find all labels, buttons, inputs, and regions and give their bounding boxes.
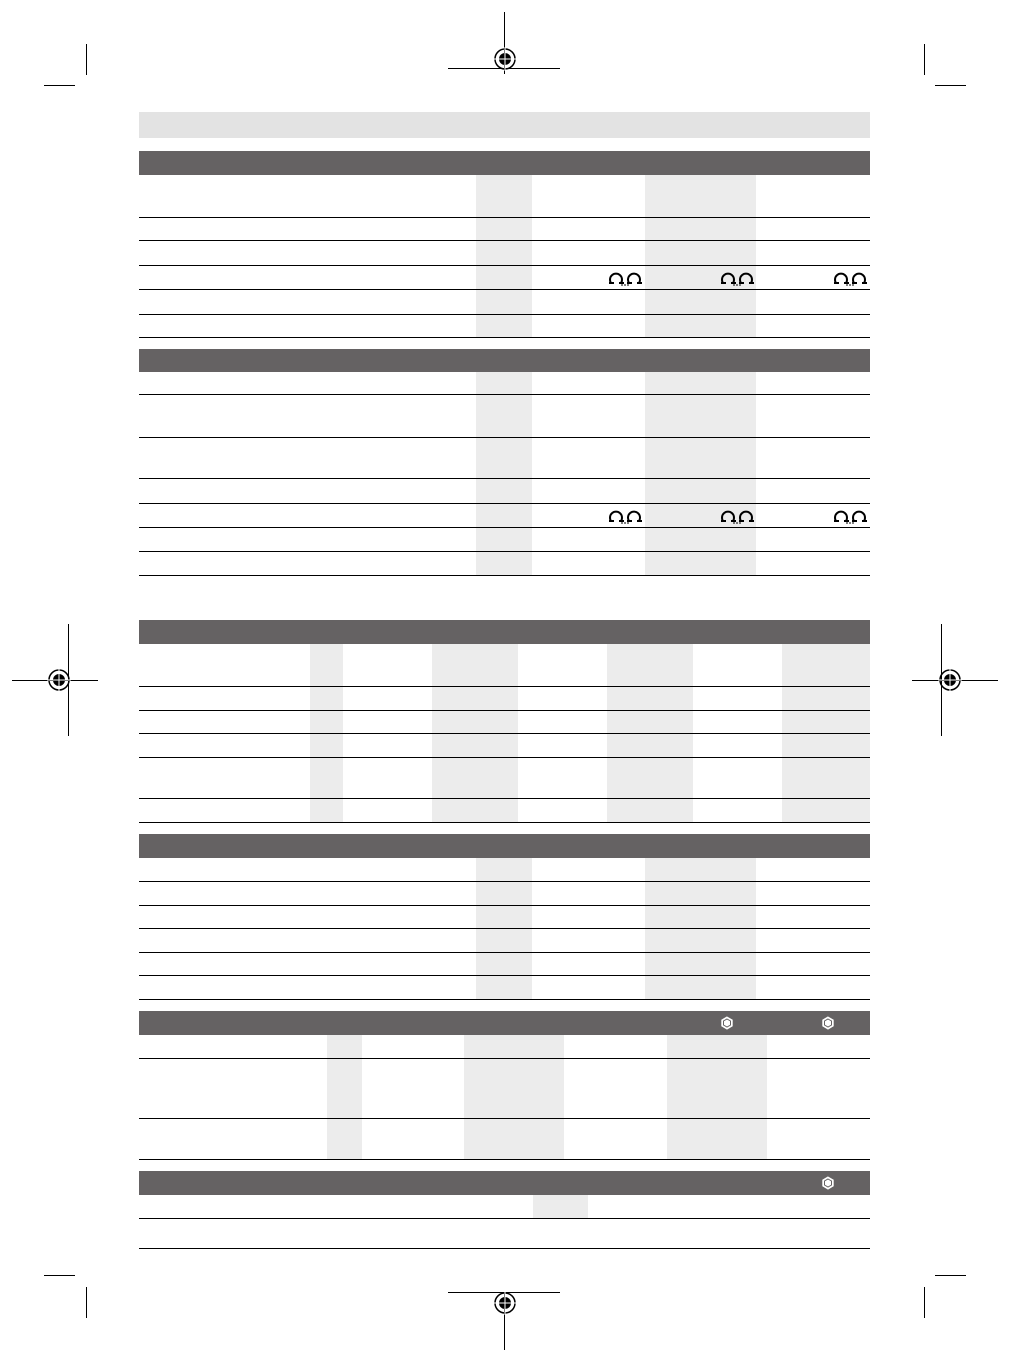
crop-mark-bl-horizontal <box>44 1275 75 1276</box>
column-shade <box>476 175 532 337</box>
row-divider <box>139 757 870 758</box>
column-shade <box>667 1035 767 1159</box>
row-divider <box>139 527 870 528</box>
hex-bit-holder-icon <box>821 1016 835 1030</box>
registration-target-icon <box>493 1291 517 1315</box>
row-divider <box>139 928 870 929</box>
row-divider <box>139 503 870 504</box>
row-divider <box>139 798 870 799</box>
forward-reverse-rotation-icon <box>720 269 754 287</box>
section-header-bar <box>139 151 870 175</box>
section-header-bar <box>139 620 870 644</box>
hex-bit-holder-icon <box>720 1016 734 1030</box>
row-divider <box>139 1248 870 1249</box>
row-divider <box>139 289 870 290</box>
row-divider <box>139 394 870 395</box>
row-divider <box>139 1218 870 1219</box>
page-header-bar <box>139 112 870 138</box>
row-divider <box>139 952 870 953</box>
forward-reverse-rotation-icon <box>608 269 642 287</box>
row-divider <box>139 551 870 552</box>
row-divider <box>139 975 870 976</box>
section-header-bar <box>139 349 870 372</box>
registration-target-icon <box>938 668 962 692</box>
row-divider <box>139 478 870 479</box>
column-shade <box>464 1035 564 1159</box>
row-divider <box>139 1058 870 1059</box>
row-divider <box>139 881 870 882</box>
forward-reverse-rotation-icon <box>608 507 642 525</box>
column-shade <box>476 372 532 575</box>
crop-mark-bl-vertical <box>86 1287 87 1318</box>
section-header-bar <box>139 1171 870 1195</box>
crop-mark-br-horizontal <box>935 1275 966 1276</box>
row-divider <box>139 337 870 338</box>
registration-target-icon <box>47 668 71 692</box>
row-divider <box>139 575 870 576</box>
crop-mark-tr-vertical <box>924 44 925 75</box>
crop-mark-br-vertical <box>924 1287 925 1318</box>
column-shade <box>645 372 756 575</box>
row-divider <box>139 265 870 266</box>
row-divider <box>139 240 870 241</box>
row-divider <box>139 710 870 711</box>
forward-reverse-rotation-icon <box>833 269 867 287</box>
crop-mark-tl-horizontal <box>44 85 75 86</box>
row-divider <box>139 686 870 687</box>
column-shade <box>645 175 756 337</box>
row-divider <box>139 822 870 823</box>
registration-target-icon <box>493 47 517 71</box>
row-divider <box>139 905 870 906</box>
hex-bit-holder-icon <box>821 1176 835 1190</box>
row-divider <box>139 314 870 315</box>
row-divider <box>139 1118 870 1119</box>
column-shade <box>533 1195 588 1218</box>
section-header-bar <box>139 1011 870 1035</box>
row-divider <box>139 217 870 218</box>
forward-reverse-rotation-icon <box>833 507 867 525</box>
crop-mark-tr-horizontal <box>935 85 966 86</box>
row-divider <box>139 437 870 438</box>
row-divider <box>139 999 870 1000</box>
row-divider <box>139 1159 870 1160</box>
crop-mark-tl-vertical <box>86 44 87 75</box>
column-shade <box>327 1035 362 1159</box>
section-header-bar <box>139 834 870 858</box>
forward-reverse-rotation-icon <box>720 507 754 525</box>
row-divider <box>139 733 870 734</box>
